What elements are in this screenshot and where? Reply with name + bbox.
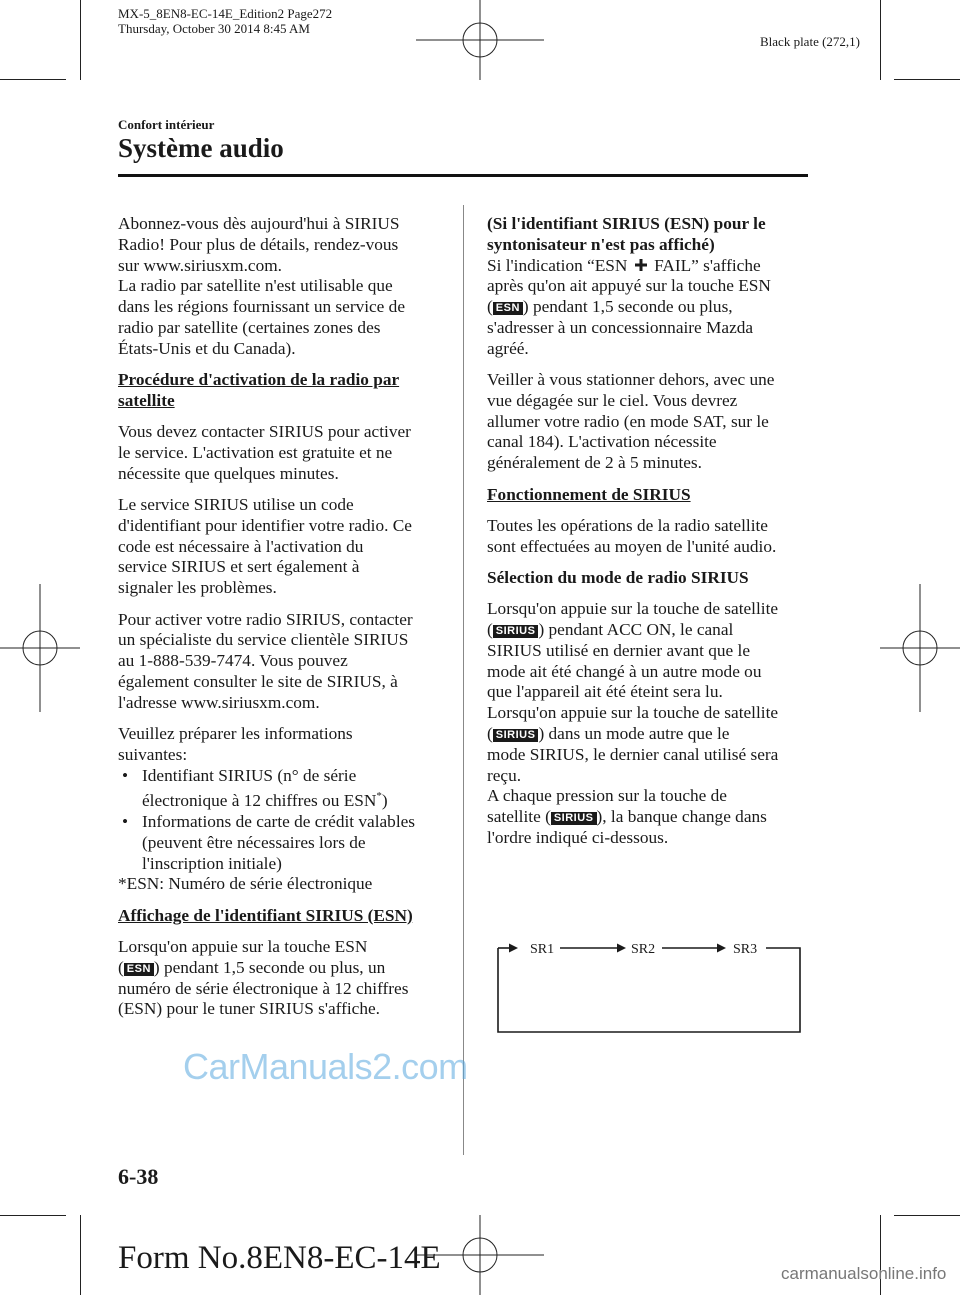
esn-button-icon: ESN — [493, 302, 523, 315]
bullet-item: • Informations de carte de crédit valables (peuvent être nécessaires lors de l'inscription initiale) — [122, 811, 416, 873]
band-label: SR3 — [733, 942, 758, 957]
file-info: MX-5_8EN8-EC-14E_Edition2 Page272 Thursday, October 30 2014 8:45 AM — [118, 6, 333, 36]
site-watermark: carmanualsonline.info — [781, 1264, 947, 1283]
esn-heading: Affichage de l'identifiant SIRIUS (ESN) — [118, 905, 413, 925]
intro-paragraph: Abonnez-vous dès aujourd'hui à SIRIUS Radio! Pour plus de détails, rendez-vous sur www.siriusxm.com. La radio par satellite n'est utilisable que dans les régions fournissant un service de radio par satellite (certaines zones des États-Unis et du Canada). — [118, 214, 405, 358]
bullet-item: • Identifiant SIRIUS (n° de série électronique à 12 chiffres ou ESN*) — [122, 765, 388, 811]
section-label: Confort intérieur — [118, 117, 215, 132]
mode-selection-paragraph: Lorsqu'on appuie sur la touche de satellite ( SIRIUS ) pendant ACC ON, le canal SIRIUS utilisé en dernier avant que le mode ait été changé à un autre mode ou que l'appareil ait été éteint sera lu. Lorsqu'on appuie sur la touche de satellite ( SIRIUS ) dans un mode autre que le mode SIRIUS, le dernier canal utilisé sera reçu. A chaque pression sur la touche de satellite ( SIRIUS ), la banque change dans l'ordre indiqué ci-dessous. — [487, 599, 779, 848]
plate-info: Black plate (272,1) — [760, 34, 860, 49]
band-label: SR2 — [631, 942, 656, 957]
activation-heading: Procédure d'activation de la radio par satellite — [118, 370, 400, 410]
form-number: Form No.8EN8-EC-14E — [118, 1240, 441, 1276]
esn-fail-paragraph: Si l'indication “ESN FAIL” s'affiche après qu'on ait appuyé sur la touche ESN ( ESN ) pendant 1,5 seconde ou plus, s'adresser à un concessionnaire Mazda agréé. — [487, 255, 771, 358]
esn-missing-heading: (Si l'identifiant SIRIUS (ESN) pour le syntonisateur n'est pas affiché) — [487, 214, 766, 254]
band-label: SR1 — [530, 942, 555, 957]
esn-paragraph: Lorsqu'on appuie sur la touche ESN ( ESN ) pendant 1,5 seconde ou plus, un numéro de série électronique à 12 chiffres (ESN) pour le tuner SIRIUS s'affiche. — [118, 936, 409, 1019]
sirius-button-icon: SIRIUS — [493, 625, 539, 638]
title-rule — [118, 174, 808, 177]
mode-selection-heading: Sélection du mode de radio SIRIUS — [487, 567, 749, 587]
id-code-paragraph: Le service SIRIUS utilise un code d'identifiant pour identifier votre radio. Ce code est nécessaire à l'activation du service SIRIUS et sert également à signaler les problèmes. — [118, 495, 412, 598]
outdoor-paragraph: Veiller à vous stationner dehors, avec une vue dégagée sur le ciel. Vous devrez allumer votre radio (en mode SAT, sur le canal 184). L'activation nécessite généralement de 2 à 5 minutes. — [487, 370, 775, 473]
prepare-paragraph: Veuillez préparer les informations suivantes: — [118, 724, 353, 764]
activation-paragraph: Vous devez contacter SIRIUS pour activer le service. L'activation est gratuite et ne nécessite que quelques minutes. — [118, 422, 411, 483]
sirius-button-icon: SIRIUS — [551, 812, 597, 825]
footnote: *ESN: Numéro de série électronique — [118, 874, 373, 894]
right-column — [487, 214, 812, 859]
plus-icon — [634, 258, 648, 272]
page-number: 6-38 — [118, 1164, 159, 1189]
operation-heading: Fonctionnement de SIRIUS — [487, 484, 691, 504]
contact-paragraph: Pour activer votre radio SIRIUS, contacter un spécialiste du service clientèle SIRIUS au 1-888-539-7474. Vous pouvez également consulter le site de SIRIUS, à l'adresse www.siriusxm.com. — [118, 609, 413, 712]
column-divider — [463, 205, 464, 1155]
sirius-button-icon: SIRIUS — [493, 729, 539, 742]
esn-button-icon: ESN — [124, 963, 154, 976]
band-cycle-diagram — [490, 935, 810, 1040]
operation-paragraph: Toutes les opérations de la radio satellite sont effectuées au moyen de l'unité audio. — [487, 515, 777, 556]
left-column — [118, 214, 446, 1031]
watermark: CarManuals2.com — [183, 1046, 468, 1087]
page-title: Système audio — [118, 133, 284, 163]
